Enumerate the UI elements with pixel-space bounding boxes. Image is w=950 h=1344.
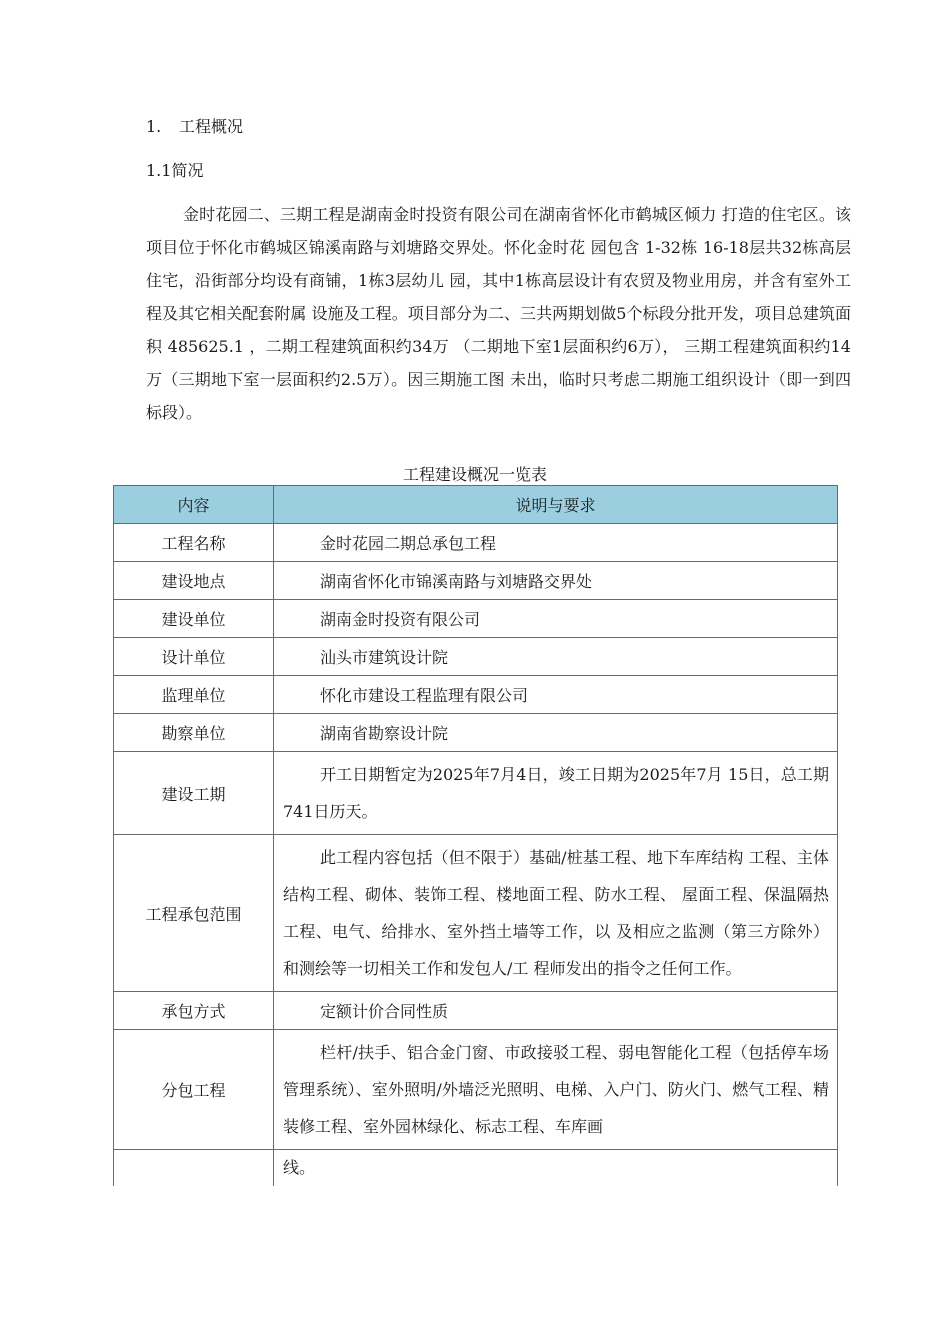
row-label (114, 1150, 274, 1187)
table-header-row (114, 486, 838, 524)
row-label: 工程承包范围 (114, 835, 274, 992)
table-row (114, 714, 838, 752)
table-row (114, 524, 838, 562)
intro-paragraph: 金时花园二、三期工程是湖南金时投资有限公司在湖南省怀化市鹤城区倾力 打造的住宅区。该项目位于怀化市鹤城区锦溪南路与刘塘路交界处。怀化金时花 园包含 1-32栋 16-18层共32栋高层住宅，沿街部分均设有商铺，1栋3层幼儿 园，其中1栋高层设计有农贸及物业用房，并含有室外工程及其它相关配套附属 设施及工程。项目部分为二、三共两期划做5个标段分批开发，项目总建筑面积 485625.1 ，二期工程建筑面积约34万 （二期地下室1层面积约6万）， 三期工程建筑面积约14万（三期地下室一层面积约2.5万）。因三期施工图 未出，临时只考虑二期施工组织设计（即一到四标段）。 (146, 205, 851, 422)
table-row (114, 1030, 838, 1150)
header-content: 内容 (114, 486, 274, 524)
row-label: 勘察单位 (114, 714, 274, 752)
table-caption: 工程建设概况一览表 (402, 465, 547, 484)
table-row (114, 752, 838, 835)
row-label: 建设工期 (114, 752, 274, 835)
row-value: 湖南省勘察设计院 (274, 714, 838, 752)
row-value: 金时花园二期总承包工程 (274, 524, 838, 562)
section-number: 1. (146, 117, 162, 136)
table-row (114, 992, 838, 1030)
table-row (114, 600, 838, 638)
row-value: 怀化市建设工程监理有限公司 (274, 676, 838, 714)
table-row (114, 562, 838, 600)
table-row (114, 638, 838, 676)
table-row (114, 676, 838, 714)
row-value: 定额计价合同性质 (274, 992, 838, 1030)
row-value: 湖南省怀化市锦溪南路与刘塘路交界处 (274, 562, 838, 600)
row-label: 监理单位 (114, 676, 274, 714)
section-title: 工程概况 (179, 117, 244, 136)
row-value: 开工日期暂定为2025年7月4日，竣工日期为2025年7月 15日，总工期741日历天。 (274, 752, 838, 835)
row-label: 建设单位 (114, 600, 274, 638)
row-value: 此工程内容包括（但不限于）基础/桩基工程、地下车库结构 工程、主体结构工程、砌体、装饰工程、楼地面工程、防水工程、 屋面工程、保温隔热工程、电气、给排水、室外挡土墙等工作，以 及相应之监测（第三方除外）和测绘等一切相关工作和发包人/工 程师发出的指令之任何工作。 (274, 835, 838, 992)
row-label: 设计单位 (114, 638, 274, 676)
row-value: 汕头市建筑设计院 (274, 638, 838, 676)
row-label: 承包方式 (114, 992, 274, 1030)
row-value: 线。 (274, 1150, 838, 1187)
row-value: 栏杆/扶手、铝合金门窗、市政接驳工程、弱电智能化工程（包括停车场管理系统）、室外照明/外墙泛光照明、电梯、入户门、防火门、燃气工程、精装修工程、室外园林绿化、标志工程、车库画 (274, 1030, 838, 1150)
row-label: 工程名称 (114, 524, 274, 562)
row-label: 建设地点 (114, 562, 274, 600)
project-overview-table (113, 485, 838, 1186)
subsection-heading: 1.1简况 (146, 161, 204, 180)
row-value: 湖南金时投资有限公司 (274, 600, 838, 638)
header-description: 说明与要求 (274, 486, 838, 524)
row-label: 分包工程 (114, 1030, 274, 1150)
table-row (114, 835, 838, 992)
table-row (114, 1150, 838, 1187)
section-heading (146, 114, 243, 140)
